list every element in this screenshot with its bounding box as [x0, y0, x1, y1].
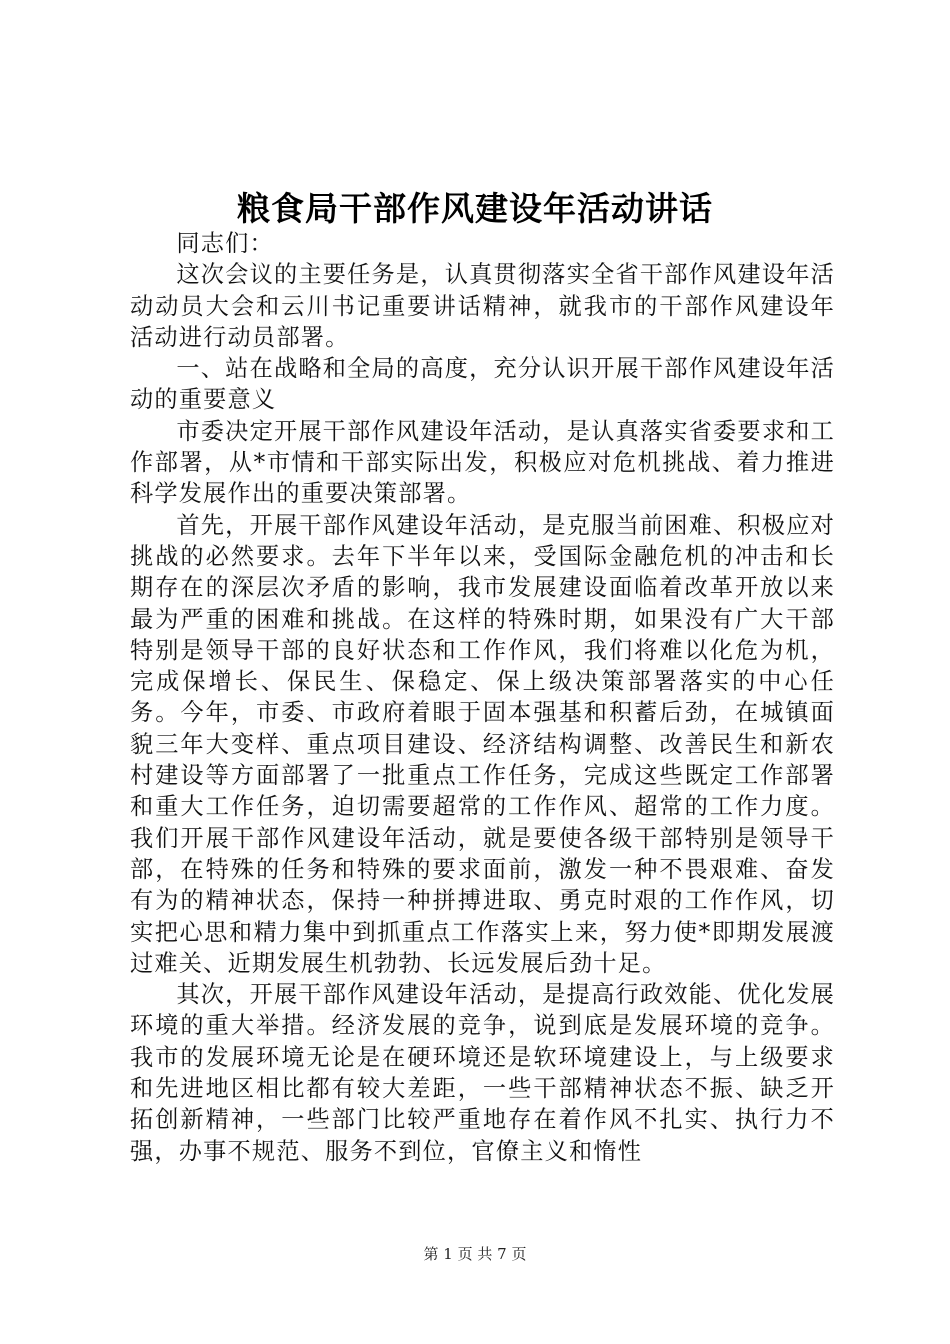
document-title: 粮食局干部作风建设年活动讲话: [237, 189, 713, 228]
body-paragraph: 首先，开展干部作风建设年活动，是克服当前困难、积极应对挑战的必然要求。去年下半年以来，受国际金融危机的冲击和长期存在的深层次矛盾的影响，我市发展建设面临着改革开放以来最为严重的困难和挑战。在这样的特殊时期，如果没有广大干部特别是领导干部的良好状态和工作作风，我们将难以化危为机，完成保增长、保民生、保稳定、保上级决策部署落实的中心任务。今年，市委、市政府着眼于固本强基和积蓄后劲，在城镇面貌三年大变样、重点项目建设、经济结构调整、改善民生和新农村建设等方面部署了一批重点工作任务，完成这些既定工作部署和重大工作任务，迫切需要超常的工作作风、超常的工作力度。我们开展干部作风建设年活动，就是要使各级干部特别是领导干部，在特殊的任务和特殊的要求面前，激发一种不畏艰难、奋发有为的精神状态，保持一种拼搏进取、勇克时艰的工作作风，切实把心思和精力集中到抓重点工作落实上来，努力使*即期发展渡过难关、近期发展生机勃勃、长远发展后劲十足。: [130, 511, 835, 977]
body-paragraph: 市委决定开展干部作风建设年活动，是认真落实省委要求和工作部署，从*市情和干部实际出发，积极应对危机挑战、着力推进科学发展作出的重要决策部署。: [130, 417, 835, 508]
body-paragraph: 这次会议的主要任务是，认真贯彻落实全省干部作风建设年活动动员大会和云川书记重要讲话精神，就我市的干部作风建设年活动进行动员部署。: [130, 261, 835, 351]
section-heading: 一、站在战略和全局的高度，充分认识开展干部作风建设年活动的重要意义: [130, 355, 835, 414]
document-body: [130, 228, 835, 1167]
page-footer: 第 1 页 共 7 页: [423, 1245, 527, 1263]
body-paragraph: 其次，开展干部作风建设年活动，是提高行政效能、优化发展环境的重大举措。经济发展的竞争，说到底是发展环境的竞争。我市的发展环境无论是在硬环境还是软环境建设上，与上级要求和先进地区相比都有较大差距，一些干部精神状态不振、缺乏开拓创新精神，一些部门比较严重地存在着作风不扎实、执行力不强，办事不规范、服务不到位，官僚主义和惰性: [130, 981, 835, 1165]
salutation-paragraph: 同志们：: [176, 230, 274, 257]
